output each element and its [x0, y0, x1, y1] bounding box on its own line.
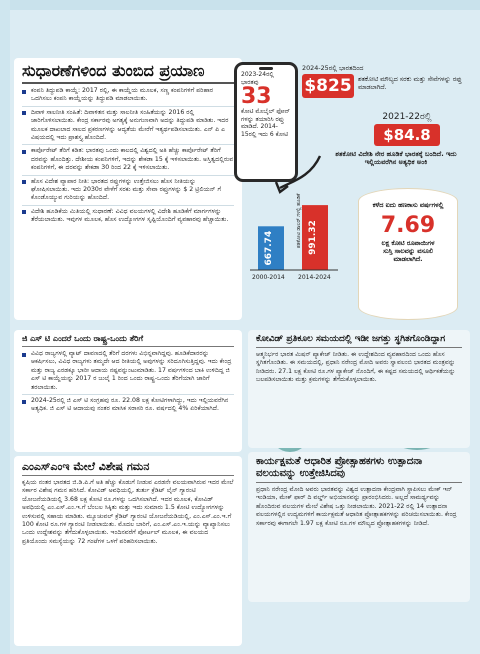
phone-notch	[259, 67, 273, 70]
phone-big-value: 33	[241, 84, 272, 109]
title-rule	[256, 347, 462, 348]
covid-text: ಆತ್ಮನಿರ್ಭರ ಭಾರತ ಮಿಷನ್ ಪ್ಯಾಕೇಜ್ ನೀಡಿತು. ಈ ಉದ್ದೇಶದಿಂದ ವ್ಯವಹಾರದಿಂದ ಒಂದು ಹೊಸ ಸ್ಥಗಿತಗೊಂಡಿತು. ಈ ಸಮಯದಲ್ಲಿ, ಪ್ರಧಾನಿ ನರೇಂದ್ರ ಮೋದಿ ಅವರು ಸ್ವಾವಲಂಬಿ ಭಾರತದ ಮಂತ್ರವನ್ನು ನೀಡಿದರು. 27.1 ಲಕ್ಷ ಕೋಟಿ ರೂ.ಗಳ ಪ್ಯಾಕೇಜ್ ನೊಂದಿಗೆ, ಈ ಕಷ್ಟದ ಸಮಯದಲ್ಲಿ ಆರ್ಥಿಕತೆಯನ್ನು ಬಲಪಡಿಸಲಾಯಿತು ಮತ್ತು ಕ್ರಮಗಳನ್ನು ತೆಗೆದುಕೊಳ್ಳಲಾಯಿತು.	[256, 351, 456, 384]
phone-top-text: 2023-24ರಲ್ಲಿ ಭಾರತವು	[241, 71, 274, 86]
reforms-title: ಸುಧಾರಣೆಗಳಿಂದ ತುಂಬಿದ ಪ್ರಯಾಣ	[22, 61, 205, 80]
list-item: 2024-25ರಲ್ಲಿ ಜಿ ಎಸ್ ಟಿ ಸಂಗ್ರಹವು ರೂ. 22.08 ಲಕ್ಷ ಕೋಟಿಗಳಾಗಿದ್ದು, ಇದು ಇಲ್ಲಿಯವರೆಗಿನ ಅತ್ಯಧಿಕ. ಜಿ ಎಸ್ ಟಿ ಆದಾಯವು ನಂತರ ಮಾಸಿಕ ಸರಾಸರಿ ರೂ. ವರ್ಷದಲ್ಲಿ 4% ಏರಿಕೆಯಾಗಿದೆ.	[22, 397, 234, 416]
covid-card	[248, 330, 470, 448]
msme-title: ಎಂಎಸ್ಎಂಇ ಮೇಲೆ ವಿಶೇಷ ಗಮನ	[22, 460, 150, 473]
bar-value-label: 991.32	[308, 220, 318, 255]
gst-card	[14, 330, 242, 452]
gst-title: ಜಿ ಎಸ್ ಟಿ ಎಂದರೆ ಒಂದು ರಾಷ್ಟ್ರ-ಒಂದು ತೆರಿಗೆ	[22, 334, 144, 343]
export-value-box: $825	[302, 74, 354, 98]
list-item: ವಿದೇಶಿ ಹೂಡಿಕೆಯ ಮಿತಿಯಲ್ಲಿ ಸುಧಾರಣೆ: ವಿವಿಧ ವಲಯಗಳಲ್ಲಿ ವಿದೇಶಿ ಹೂಡಿಕೆಗೆ ಮಾರ್ಗಗಳನ್ನು ತೆರೆಯಲಾಯಿತು. ಇವುಗಳ ಮೂಲಕ, ಹೊಸ ಉದ್ಯೋಗಗಳ ಸೃಷ್ಟಿಯೊಂದಿಗೆ ವ್ಯವಹಾರವು ಹೆಚ್ಚಾಯಿತು.	[22, 208, 234, 227]
list-item: ಹೊಸ ವಿದೇಶ ವ್ಯಾಪಾರ ನೀತಿ: ಭಾರತದ ರಫ್ತುಗಳನ್ನು ಉತ್ತೇಜಿಸಲು ಹೊಸ ನೀತಿಯನ್ನು ಘೋಷಿಸಲಾಯಿತು. ಇದು 2030ರ ವೇಳೆಗೆ ಸರಕು ಮತ್ತು ಸೇವಾ ರಫ್ತುಗಳನ್ನು $ 2 ಟ್ರಿಲಿಯನ್ ಗೆ ಕೊಂಡೊಯ್ಯುವ ಗುರಿಯನ್ನು ಹೊಂದಿದೆ.	[22, 178, 234, 206]
list-item: ಕಂಪನಿ ತಿದ್ದುಪಡಿ ಕಾಯ್ದೆ: 2017 ರಲ್ಲಿ, ಈ ಕಾಯ್ದೆಯ ಮೂಲಕ, ಸಣ್ಣ ಕಂಪನಿಗಳಿಗೆ ಪರಿಹಾರ ಒದಗಿಸಲು ಕಂಪನಿ ಕಾಯ್ದೆಯನ್ನು ತಿದ್ದುಪಡಿ ಮಾಡಲಾಯಿತು.	[22, 87, 234, 107]
list-item: ಕಾರ್ಪೊರೇಟ್ ತೆರಿಗೆ ಕಡಿತ: ಭಾರತವು ಒಂದು ಕಾಲದಲ್ಲಿ ವಿಶ್ವದಲ್ಲಿ ಅತಿ ಹೆಚ್ಚು ಕಾರ್ಪೊರೇಟ್ ತೆರಿಗೆ ದರವನ್ನು ಹೊಂದಿತ್ತು. ದೇಶೀಯ ಕಂಪನಿಗಳಿಗೆ, ಇದನ್ನು ಶೇಕಡಾ 15 ಕ್ಕೆ ಇಳಿಸಲಾಯಿತು. ಅಸ್ತಿತ್ವದಲ್ಲಿರುವ ಕಂಪನಿಗಳಿಗೆ, ಈ ದರವನ್ನು ಶೇಕಡಾ 30 ರಿಂದ 22 ಕ್ಕೆ ಇಳಿಸಲಾಯಿತು.	[22, 147, 234, 175]
gst-list	[22, 350, 234, 416]
list-item: ವಿವಿಧ ರಾಜ್ಯಗಳಲ್ಲಿ ವ್ಯಾಟ್ ದಾವಣದಲ್ಲಿ ತೆರಿಗೆ ದರಗಳು ವಿಭಿನ್ನವಾಗಿದ್ದವು. ಹೂಡಿಕೆದಾರರನ್ನು ಆಕರ್ಷಿಸಲು, ವಿವಿಧ ರಾಜ್ಯಗಳು ತಮ್ಮದೇ ಆದ ರೀತಿಯಲ್ಲಿ ಅವುಗಳನ್ನು ಸರಿದೂಗಿಸುತ್ತಿದ್ದವು. ಇದು ಕೇಂದ್ರ ಮತ್ತು ರಾಜ್ಯ ಎರಡಕ್ಕೂ ಭಾರೀ ಆದಾಯ ನಷ್ಟವನ್ನುಂಟುಮಾಡಿತು. 17 ವರ್ಷಗಳಿಂದ ಬಾಕಿ ಉಳಿದಿದ್ದ ಜಿ ಎಸ್ ಟಿ ಕಾಯ್ದೆಯನ್ನು 2017 ರ ಜುಲೈ 1 ರಿಂದ ಒಂದು ರಾಷ್ಟ್ರ-ಒಂದು ತೆರಿಗೆಯಾಗಿ ಜಾರಿಗೆ ತರಲಾಯಿತು.	[22, 350, 234, 395]
title-rule	[22, 82, 234, 84]
title-rule	[22, 475, 234, 476]
pli-card	[248, 452, 470, 602]
top-strip	[0, 0, 480, 10]
fdi-desc: ಶತಕೋಟಿ ವಿದೇಶಿ ನೇರ ಹೂಡಿಕೆ ಭಾರತಕ್ಕೆ ಬಂದಿದೆ. ಇದು ಇಲ್ಲಿಯವರೆಗಿನ ಅತ್ಯಧಿಕ ಅಂಕಿ	[335, 150, 457, 166]
left-strip	[0, 0, 10, 654]
pli-text: ಪ್ರಧಾನಿ ನರೇಂದ್ರ ಮೋದಿ ಅವರು ಭಾರತವನ್ನು ವಿಶ್ವದ ಉತ್ಪಾದನಾ ಕೇಂದ್ರವಾಗಿ ಸ್ಥಾಪಿಸಲು ಮೇಕ್ ಇನ್ ಇಂಡಿಯಾ, ಮೇಕ್ ಫಾರ್ ದಿ ವರ್ಲ್ಡ್ ಅಭಿಯಾನವನ್ನು ಪ್ರಾರಂಭಿಸಿದರು. ಅಲ್ಲದೆ ಸಾಮರ್ಥ್ಯವನ್ನು ಹೊಂದಿರುವ ವಲಯಗಳ ಮೇಲೆ ವಿಶೇಷ ಒತ್ತು ನೀಡಲಾಯಿತು. 2021-22 ರಲ್ಲಿ 14 ಉತ್ಪಾದನಾ ವಲಯಗಳಲ್ಲಿನ ಉದ್ಯಮಗಳಿಗೆ ಕಾರ್ಯಕ್ಷಮತೆ ಆಧಾರಿತ ಪ್ರೋತ್ಸಾಹಕಗಳನ್ನು ಪರಿಚಯಿಸಲಾಯಿತು. ಕೇಂದ್ರ ಸರ್ಕಾರವು ಈಗಾಗಲೇ 1.97 ಲಕ್ಷ ಕೋಟಿ ರೂ.ಗಳ ಮೌಲ್ಯದ ಪ್ರೋತ್ಸಾಹಕಗಳನ್ನು ನೀಡಿದೆ.	[256, 486, 457, 527]
bar-category-label: 2014-2024	[298, 274, 331, 281]
list-item: ದಿವಾಳಿ ಸಾಲನೀತಿ ಸಂಹಿತೆ: ದಿವಾಳಿತನ ಮತ್ತು ಸಾಲನೀತಿ ಸಂಹಿತೆಯನ್ನು 2016 ರಲ್ಲಿ ಜಾರಿಗೊಳಿಸಲಾಯಿತು. ಕೇಂದ್ರ ಸರ್ಕಾರವು ಅಗತ್ಯಕ್ಕೆ ಅನುಗುಣವಾಗಿ ಅದನ್ನು ತಿದ್ದುಪಡಿ ಮಾಡಿತು. ಇದರ ಮೂಲಕ ದಾಖಲಾದ ಸಾಲದ ಪ್ರಕರಣಗಳನ್ನು ಆದ್ಯತೆಯ ಮೇರೆಗೆ ಇತ್ಯರ್ಥಪಡಿಸಲಾಯಿತು. ಎನ್ ಪಿ ಎ ವಿಷಯದಲ್ಲಿ ಇದು ಪ್ರಾಶಸ್ತ್ಯ ಹೊಂದಿದೆ.	[22, 109, 234, 146]
reforms-card	[14, 58, 242, 320]
bar-category-label: 2000-2014	[252, 274, 285, 281]
bar-value-label: 667.74	[264, 230, 274, 266]
reforms-list	[22, 87, 234, 227]
loans-bottom-text: ಲಕ್ಷ ಕೋಟಿ ರೂಪಾಯಿಗಳ ಸುಸ್ತಿ ಸಾಲವನ್ನು ವಸೂಲಿ ಮಾಡಲಾಗಿದೆ.	[381, 239, 435, 263]
export-label: 2024-25ರಲ್ಲಿ ಭಾರತದಿಂದ	[302, 64, 364, 72]
title-rule	[22, 346, 234, 347]
title-rule	[256, 482, 462, 483]
loans-cylinder	[358, 188, 458, 320]
fdi-bar-chart	[234, 186, 354, 284]
chart-ylabel: ಶತಕೋಟಿ ಡಾಲರ್ ಗಳಲ್ಲಿ ಹೂಡಿಕೆ	[296, 193, 302, 248]
msme-text: ಕೃಷಿಯ ನಂತರ ಭಾರತದ ಜಿ.ಡಿ.ಪಿ.ಗೆ ಅತಿ ಹೆಚ್ಚು ಕೊಡುಗೆ ನೀಡುವ ಎರಡನೇ ವಲಯವಾಗಿರುವ ಇದರ ಮೇಲೆ ಸರ್ಕಾರ ವಿಶೇಷ ಗಮನ ಹರಿಸಿದೆ. ಕೋವಿಡ್ ಅವಧಿಯಲ್ಲಿ, ತುರ್ತು ಕ್ರೆಡಿಟ್ ಲೈನ್ ಗ್ಯಾರಂಟಿ ಯೋಜನೆಯಡಿಯಲ್ಲಿ 3.68 ಲಕ್ಷ ಕೋಟಿ ರೂ.ಗಳನ್ನು ಒದಗಿಸಲಾಗಿದೆ. ಇದರ ಮೂಲಕ, ಕೋವಿಡ್ ಅವಧಿಯಲ್ಲಿ ಎಂ.ಎಸ್.ಎಂ.ಇ.ಗೆ ಬೆಂಬಲ ಸಿಕ್ಕಿತು ಮತ್ತು ಇದು ಸುಮಾರು 1.5 ಕೋಟಿ ಉದ್ಯೋಗಗಳನ್ನು ಉಳಿಸುವಲ್ಲಿ ಸಹಾಯ ಮಾಡಿತು. ಮ್ಯೂಚುವಲ್ ಕ್ರೆಡಿಟ್ ಗ್ಯಾರಂಟಿ ಯೋಜನೆಯಡಿಯಲ್ಲಿ, ಎಂ.ಎಸ್.ಎಂ.ಇ.ಗೆ 100 ಕೋಟಿ ರೂ.ಗಳ ಗ್ಯಾರಂಟಿ ನೀಡಲಾಯಿತು. ಮೊದಲ ಬಾರಿಗೆ, ಎಂ.ಎಸ್.ಎಂ.ಇ.ಯನ್ನು ವ್ಯಾಖ್ಯಾನಿಸಲು ಒಂದು ಉದ್ದೇಶವನ್ನು ತೆಗೆದುಕೊಳ್ಳಲಾಯಿತು. ಇಂದಿನವರೆಗೆ ಪೋರ್ಟಲ್ ಮೂಲಕ, ಈ ವಲಯದ ಪ್ರತಿಯೊಂದು ಸಮಸ್ಯೆಯನ್ನು 72 ಗಂಟೆಗಳ ಒಳಗೆ ಪರಿಹರಿಸಲಾಯಿತು.	[22, 479, 234, 545]
loans-top-text: ಕಳೆದ ಐದು ಹಣಕಾಸು ವರ್ಷಗಳಲ್ಲಿ	[372, 201, 444, 209]
msme-card	[14, 456, 242, 646]
fdi-label: 2021-22ರಲ್ಲಿ	[382, 112, 432, 122]
chart-svg	[234, 186, 354, 284]
covid-title: ಕೋವಿಡ್ ಪ್ರತಿಕೂಲ ಸಮಯದಲ್ಲಿ ಇಡೀ ಜಗತ್ತು ಸ್ಥಗಿತಗೊಂಡಿದ್ದಾಗ	[256, 334, 446, 344]
fdi-value-box: $84.8	[374, 124, 440, 146]
phone-bottom-text: ಕೋಟಿ ಮೊಬೈಲ್ ಫೋನ್ ಗಳನ್ನು ತಯಾರಿಸಿ ರಫ್ತು ಮಾಡಿದೆ. 2014-15ರಲ್ಲಿ ಇದು 6 ಕೋಟಿ	[241, 108, 291, 138]
loans-value: 7.69	[380, 213, 436, 238]
pli-title: ಕಾರ್ಯಕ್ಷಮತೆ ಆಧಾರಿತ ಪ್ರೋತ್ಸಾಹಕಗಳು ಉತ್ಪಾದನಾ ವಲಯವನ್ನು ಉತ್ತೇಜಿಸಿದವು	[256, 456, 423, 479]
export-desc: ಶತಕೋಟಿ ಮೌಲ್ಯದ ಸರಕು ಮತ್ತು ಸೇವೆಗಳನ್ನು ರಫ್ತು ಮಾಡಲಾಗಿದೆ.	[358, 75, 462, 91]
